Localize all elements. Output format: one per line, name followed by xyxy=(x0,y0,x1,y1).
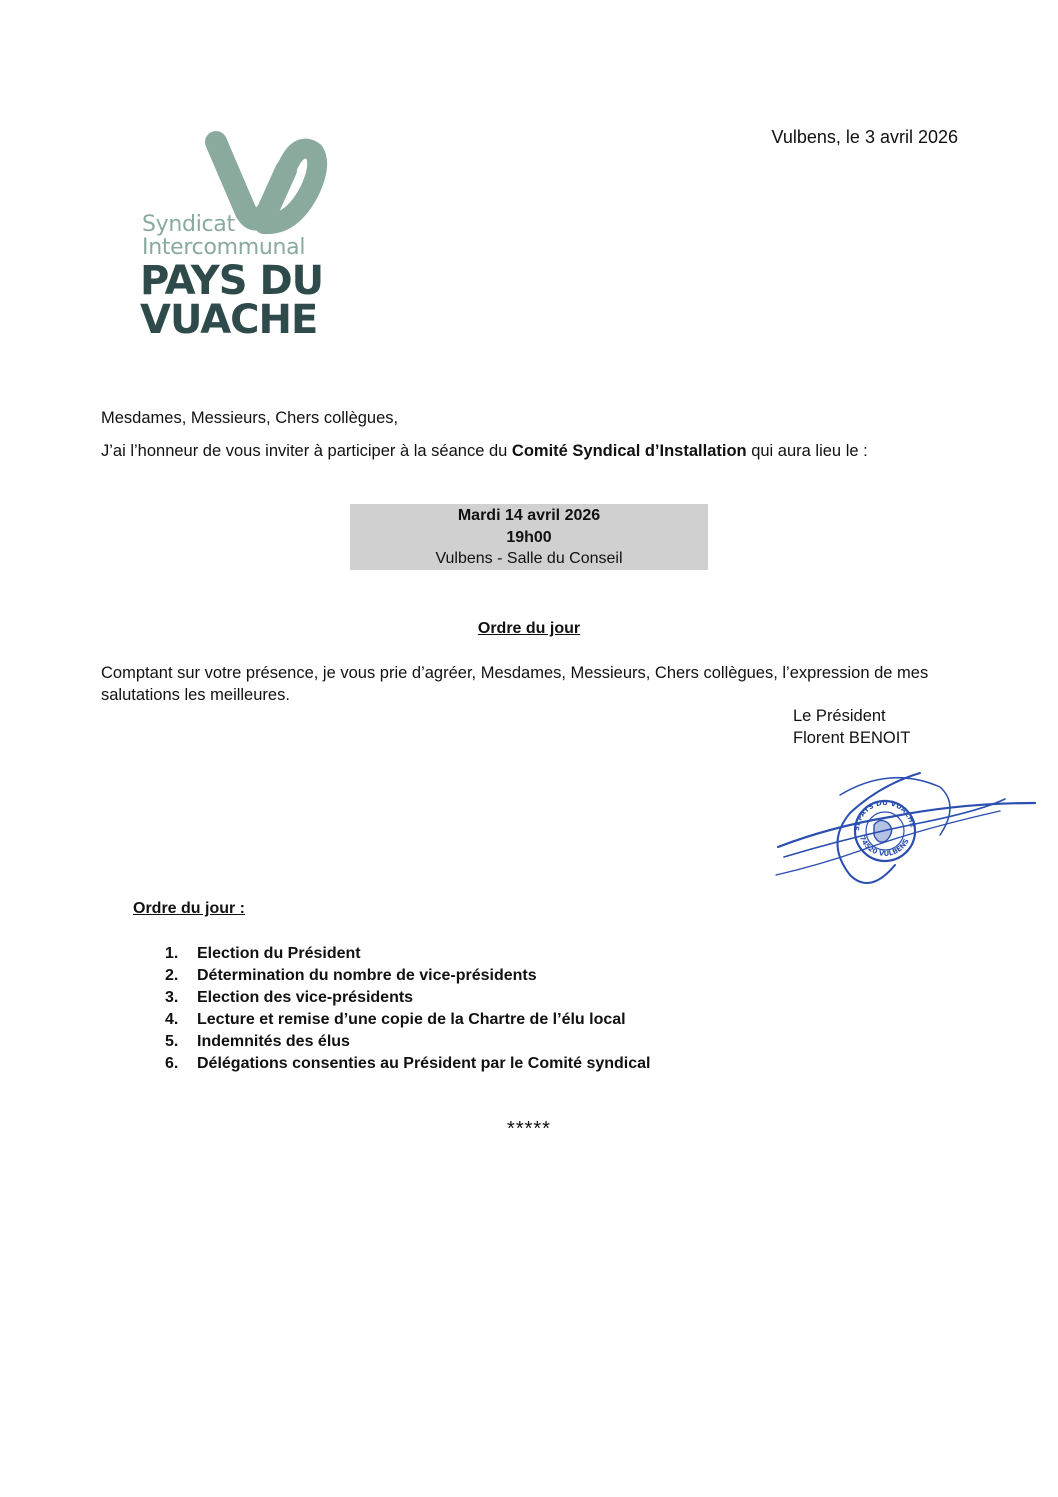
logo-line-vuache: VUACHE xyxy=(140,297,318,343)
agenda-item-label: Lecture et remise d’une copie de la Chartre de l’élu local xyxy=(197,1011,626,1028)
agenda-item xyxy=(165,965,650,987)
closing-paragraph: Comptant sur votre présence, je vous prie d’agréer, Mesdames, Messieurs, Chers collègues, l’expression de mes salutations les meilleures. xyxy=(101,664,929,704)
ordre-du-jour-heading: Ordre du jour xyxy=(477,620,581,637)
stamp-text-bottom: 74520 VULBENS xyxy=(858,834,911,858)
meeting-place: Vulbens - Salle du Conseil xyxy=(435,550,623,567)
agenda-heading: Ordre du jour : xyxy=(133,900,245,917)
invitation-text-after: qui aura lieu le : xyxy=(746,442,868,460)
agenda-item-number: 4. xyxy=(165,1011,179,1028)
agenda-list xyxy=(165,943,650,1075)
signer-role: Le Président xyxy=(793,707,886,725)
meeting-day: Mardi 14 avril 2026 xyxy=(457,507,601,524)
meeting-time: 19h00 xyxy=(506,528,552,546)
agenda-item xyxy=(165,1053,650,1075)
agenda-item-label: Indemnités des élus xyxy=(197,1033,350,1050)
signer-name: Florent BENOIT xyxy=(793,729,911,747)
syndicat-logo xyxy=(140,128,340,343)
agenda-item-number: 3. xyxy=(165,989,179,1006)
agenda-item xyxy=(165,987,650,1009)
agenda-item-label: Election des vice-présidents xyxy=(197,989,414,1006)
agenda-item xyxy=(165,1031,650,1053)
logo-line-pays-du: PAYS DU xyxy=(140,258,324,304)
agenda-item-label: Détermination du nombre de vice-présidents xyxy=(197,967,537,984)
agenda-item-number: 2. xyxy=(165,967,179,984)
salutation: Mesdames, Messieurs, Chers collègues, xyxy=(101,409,399,427)
stamp-text-top: SI PAYS DU VUACHE xyxy=(852,798,917,832)
signature-stamp-icon xyxy=(770,765,1045,895)
invitation-text-before: J’ai l’honneur de vous inviter à participer à la séance du xyxy=(101,442,512,460)
meeting-details-box xyxy=(350,504,708,570)
agenda-item-number: 1. xyxy=(165,945,179,962)
agenda-item-label: Election du Président xyxy=(197,945,361,962)
signature-block xyxy=(793,705,910,749)
logo-line-syndicat: Syndicat xyxy=(142,212,235,237)
agenda-item-number: 6. xyxy=(165,1055,179,1072)
logo-line-intercommunal: Intercommunal xyxy=(142,235,306,260)
invitation-sentence xyxy=(101,440,868,462)
agenda-item-label: Délégations consenties au Président par le Comité syndical xyxy=(197,1055,651,1072)
letter-date: Vulbens, le 3 avril 2026 xyxy=(771,127,958,147)
invitation-committee-name: Comité Syndical d’Installation xyxy=(511,442,747,460)
closing-separator: ***** xyxy=(507,1118,551,1140)
agenda-item xyxy=(165,1009,650,1031)
agenda-item xyxy=(165,943,650,965)
agenda-item-number: 5. xyxy=(165,1033,179,1050)
